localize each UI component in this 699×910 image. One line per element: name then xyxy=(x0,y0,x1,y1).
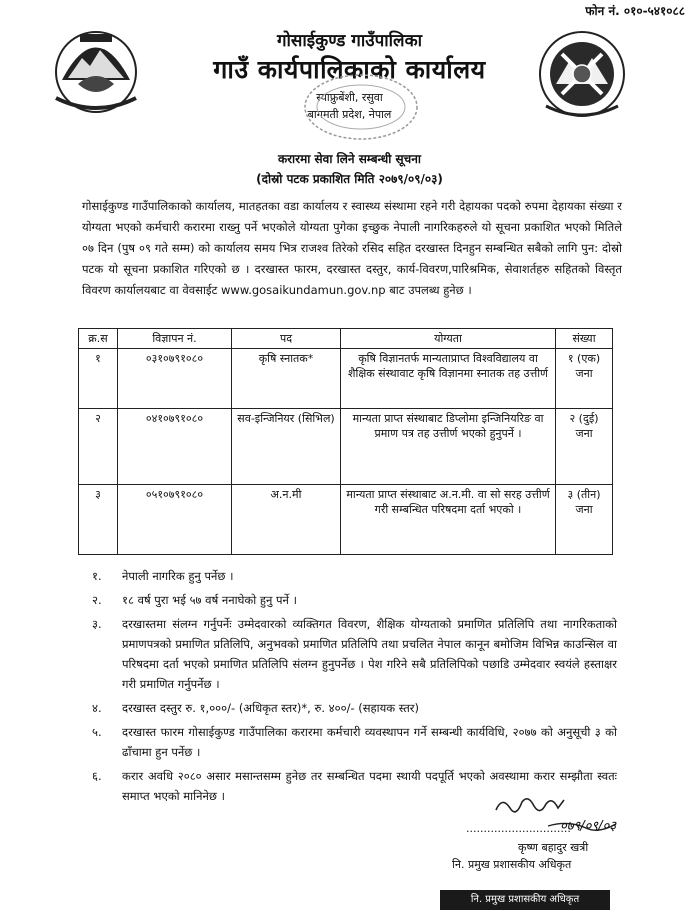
list-item-text: करार अवधि २०८० असार मसान्तसम्म हुनेछ तर सम्बन्धित पदमा स्थायी पदपूर्ति भएको अवस्थामा करार सम्झौता स्वतः समाप्त भएको मानिनेछ । xyxy=(122,769,617,803)
list-item xyxy=(92,590,617,610)
vacancy-table xyxy=(78,328,613,555)
header-post: पद xyxy=(232,329,341,349)
signatory-designation: नि. प्रमुख प्रशासकीय अधिकृत xyxy=(452,858,572,871)
cell-post: सव-इन्जिनियर (सिभिल) xyxy=(232,409,341,485)
cell-adv-no: ०४१०७९१०८० xyxy=(118,409,232,485)
list-item-number: १. xyxy=(92,569,102,583)
office-stamp-icon xyxy=(302,72,420,142)
notice-intro-paragraph: गोसाईकुण्ड गाउँपालिकाको कार्यालय, मातहतका वडा कार्यालय र स्वास्थ्य संस्थामा रहने गरी देहायका पदको रुपमा देहायका संख्या र योग्यता भएको कर्मचारी करारमा राख्नु पर्ने भएकोले योग्यता पुगेका इच्छुक नेपाली नागरिकहरुले यो सूचना प्रकाशित भएको मितिले ०७ दिन (पुष ०९ गते सम्म) को कार्यालय समय भित्र राजश्व तिरेको रसिद सहित दरखास्त दिनहुन सम्बन्धित सबैको लागि पुन: दोस्रो पटक यो सूचना प्रकाशित गरिएको छ । दरखास्त फारम, दरखास्त दस्तुर, कार्य-विवरण,पारिश्रमिक, सेवाशर्तहरु सहितको विस्तृत विवरण कार्यालयबाट वा वेवसाईट www.gosaikundamun.gov.np बाट उपलब्ध हुनेछ । xyxy=(82,199,622,297)
designation-stamp: नि. प्रमुख प्रशासकीय अधिकृत xyxy=(440,890,610,910)
list-item-text: नेपाली नागरिक हुनु पर्नेछ । xyxy=(122,569,234,583)
address-line-1: स्याफ्रुबेंशी, रसुवा xyxy=(316,91,383,104)
list-item xyxy=(92,722,617,762)
signatory-name: कृष्ण बहादुर खत्री xyxy=(518,841,589,854)
cell-qualification: कृषि विज्ञानतर्फ मान्यताप्राप्त विश्वविद्यालय वा शैक्षिक संस्थावाट कृषि विज्ञानमा स्नातक तह उत्तीर्ण xyxy=(341,349,556,409)
organization-name: गोसाईकुण्ड गाउँपालिका xyxy=(276,31,423,51)
notice-subtitle: (दोस्रो पटक प्रकाशित मिति २०७९/०९/०३) xyxy=(256,172,443,186)
cell-post: अ.न.मी xyxy=(232,485,341,555)
header-count: संख्या xyxy=(556,329,613,349)
requirements-list xyxy=(92,566,617,810)
list-item-number: ६. xyxy=(92,769,102,783)
cell-sn: १ xyxy=(79,349,118,409)
list-item-number: ५. xyxy=(92,725,102,739)
signature-line: .............................. xyxy=(466,822,571,835)
handwritten-date: ०७९/०९/०३ xyxy=(560,819,617,834)
table-row xyxy=(79,349,613,409)
table-header-row xyxy=(79,329,613,349)
table-row xyxy=(79,409,613,485)
list-item-text: १८ वर्ष पुरा भई ५७ वर्ष ननाघेको हुनु पर्ने । xyxy=(122,593,297,607)
list-item xyxy=(92,566,617,586)
list-item xyxy=(92,614,617,694)
cell-post: कृषि स्नातक* xyxy=(232,349,341,409)
phone-number: फोन नं. ०१०-५४१०८८ xyxy=(585,4,685,18)
cell-count: २ (दुई) जना xyxy=(556,409,613,485)
cell-count: १ (एक) जना xyxy=(556,349,613,409)
office-name: गाउँ कार्यपालिकाको कार्यालय xyxy=(213,55,486,84)
header-sn: क्र.स xyxy=(79,329,118,349)
cell-sn: २ xyxy=(79,409,118,485)
list-item-text: दरखास्त दस्तुर रु. १,०००/- (अधिकृत स्तर)*, रु. ४००/- (सहायक स्तर) xyxy=(122,701,419,715)
cell-qualification: मान्यता प्राप्त संस्थाबाट अ.न.मी. वा सो सरह उत्तीर्ण गरी सम्बन्धित परिषदमा दर्ता भएको । xyxy=(341,485,556,555)
header-qualification: योग्यता xyxy=(341,329,556,349)
list-item-number: ३. xyxy=(92,617,102,631)
list-item-text: दरखास्त फारम गोसाईकुण्ड गाउँपालिका करारमा कर्मचारी व्यवस्थापन गर्ने सम्बन्धी कार्यविधि, २०७७ को अनुसूची ३ को ढाँचामा हुन पर्नेछ । xyxy=(122,725,617,759)
address-line-2: बागमती प्रदेश, नेपाल xyxy=(307,108,392,121)
header-adv-no: विज्ञापन नं. xyxy=(118,329,232,349)
cell-count: ३ (तीन) जना xyxy=(556,485,613,555)
list-item-text: दरखास्तमा संलग्न गर्नुपर्नेः उम्मेदवारको व्यक्तिगत विवरण, शैक्षिक योग्यताको प्रमाणित प्रतिलिपि तथा नागरिकताको प्रमाणपत्रको प्रमाणित प्रतिलिपि, अनुभवको प्रमाणित प्रतिलिपि तथा प्रचलित नेपाल कानून बमोजिम विभिन्न काउन्सिल वा परिषदमा दर्ता भएको प्रमाणित प्रतिलिपि संलग्न हुनुपर्नेछ । पेश गरिने सबै प्रतिलिपिको पछाडि उम्मेदवार स्वयंले हस्ताक्षर गरी प्रमाणित गर्नुपर्नेछ । xyxy=(122,617,617,691)
cell-qualification: मान्यता प्राप्त संस्थाबाट डिप्लोमा इन्जिनियरिङ वा प्रमाण पत्र तह उत्तीर्ण भएको हुनुपर्ने । xyxy=(341,409,556,485)
notice-title: करारमा सेवा लिने सम्बन्धी सूचना xyxy=(277,152,422,166)
table-row xyxy=(79,485,613,555)
cell-adv-no: ०३१०७९१०८० xyxy=(118,349,232,409)
cell-sn: ३ xyxy=(79,485,118,555)
list-item xyxy=(92,698,617,718)
list-item-number: ४. xyxy=(92,701,102,715)
cell-adv-no: ०५१०७९१०८० xyxy=(118,485,232,555)
list-item-number: २. xyxy=(92,593,102,607)
